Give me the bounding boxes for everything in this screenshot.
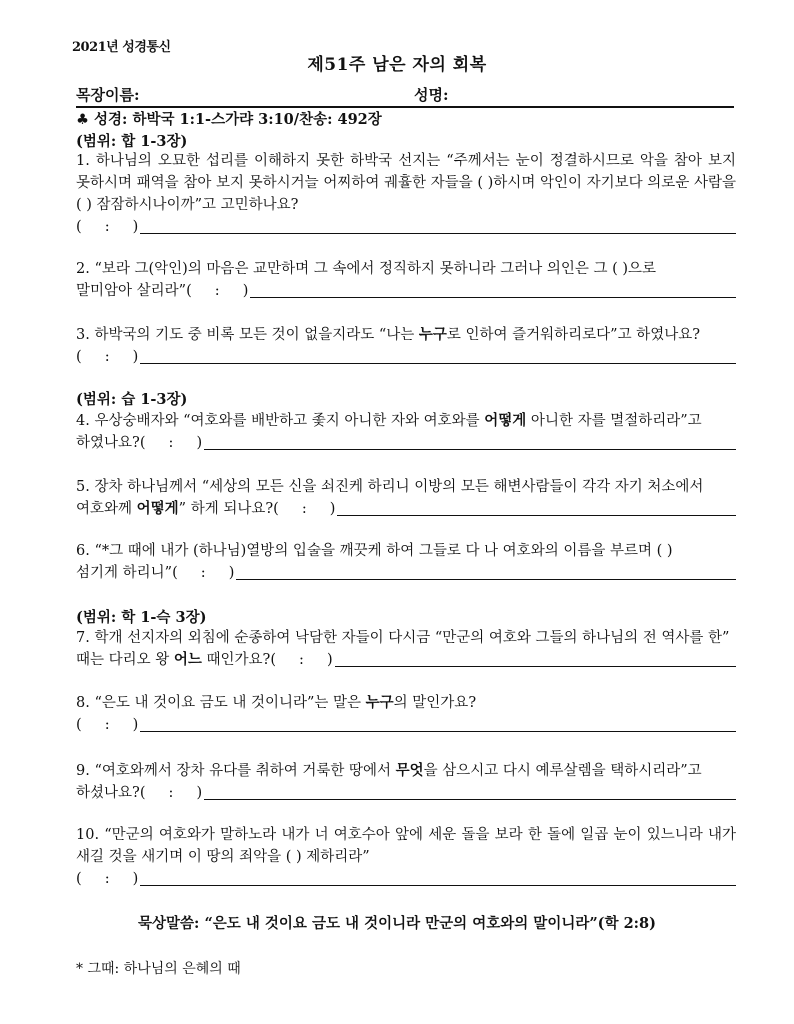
name-header-row (76, 86, 734, 108)
question-6-answer-line[interactable] (236, 578, 736, 580)
footnote: * 그때: 하나님의 은혜의 때 (76, 961, 241, 977)
question-7 (76, 627, 736, 671)
question-6-answer-row (76, 562, 736, 584)
question-3 (76, 324, 736, 368)
question-9-text: 9. “여호와께서 장차 유다를 취하여 거룩한 땅에서 무엇을 삼으시고 다시 예루살렘을 택하시리라”고 (76, 762, 702, 779)
question-2-answer-row (76, 280, 736, 302)
question-1 (76, 150, 736, 238)
question-7-answer-line[interactable] (335, 665, 736, 667)
question-3-answer-line[interactable] (140, 362, 736, 364)
question-6 (76, 540, 736, 584)
question-5-answer-line[interactable] (337, 514, 736, 516)
question-4 (76, 410, 736, 454)
question-7-keyword: 어느 (173, 651, 202, 668)
section-range-habakkuk: (범위: 합 1-3장) (76, 133, 188, 150)
question-6-reference-blank[interactable]: ( : ) (172, 565, 235, 581)
question-8-answer-line[interactable] (140, 730, 736, 732)
question-7-answer-row (76, 649, 736, 671)
question-3-keyword: 누구 (418, 326, 447, 343)
question-3-answer-row (76, 346, 736, 368)
question-5-keyword: 어떻게 (136, 500, 179, 517)
memory-verse: 묵상말씀: “은도 내 것이요 금도 내 것이니라 만군의 여호와의 말이니라”(학 2:8) (138, 915, 656, 932)
question-7-text-end: 때는 다리오 왕 어느 때인가요? (76, 651, 271, 668)
question-9 (76, 760, 736, 804)
question-9-keyword: 무엇 (395, 762, 424, 779)
question-3-text: 3. 하박국의 기도 중 비록 모든 것이 없을지라도 “나는 누구로 인하여 즐거워하리로다”고 하였나요? (76, 326, 701, 343)
newsletter-label: 2021년 성경통신 (72, 40, 171, 55)
question-9-answer-line[interactable] (204, 798, 736, 800)
question-8-answer-row (76, 714, 736, 736)
question-9-text-end: 하셨나요? (76, 785, 140, 801)
question-2 (76, 258, 736, 302)
question-2-text-end: 말미암아 살리라” (76, 283, 187, 299)
question-8-keyword: 누구 (365, 694, 394, 711)
question-8-text: 8. “은도 내 것이요 금도 내 것이니라”는 말은 누구의 말인가요? (76, 694, 477, 711)
question-10-answer-line[interactable] (140, 884, 736, 886)
question-2-answer-line[interactable] (250, 296, 736, 298)
question-9-reference-blank[interactable]: ( : ) (139, 785, 203, 801)
question-2-reference-blank[interactable]: ( : ) (186, 283, 249, 299)
pastor-group-label: 목장이름: (76, 86, 140, 104)
section-range-haggai-zechariah: (범위: 학 1-슥 3장) (76, 609, 207, 626)
question-4-text: 4. 우상숭배자와 “여호와를 배반하고 좇지 아니한 자와 여호와를 어떻게 아니한 자를 멸절하리라”고 (76, 412, 702, 429)
question-5-answer-row (76, 498, 736, 520)
question-7-text: 7. 학개 선지자의 외침에 순종하여 낙담한 자들이 다시금 “만군의 여호와 그들의 하나님의 전 역사를 한” (76, 630, 730, 646)
question-5-reference-blank[interactable]: ( : ) (273, 501, 336, 517)
question-6-text-end: 섬기게 하리니” (76, 565, 173, 581)
question-1-answer-line[interactable] (140, 232, 736, 234)
question-4-reference-blank[interactable]: ( : ) (139, 435, 203, 451)
question-6-text: 6. “*그 때에 내가 (하나님)열방의 입술을 깨끗케 하여 그들로 다 나 여호와의 이름을 부르며 ( ) (76, 543, 673, 559)
question-9-answer-row (76, 782, 736, 804)
question-1-text: 1. 하나님의 오묘한 섭리를 이해하지 못한 하박국 선지는 “주께서는 눈이 정결하시므로 악을 참아 보지 못하시며 패역을 참아 보지 못하시거늘 어찌하여 궤휼한 자들을 ( )하시며 악인이 자기보다 의로운 사람을 ( ) 잠잠하시나이까”고 고민하나요? (76, 153, 736, 213)
question-5-text: 5. 장차 하나님께서 “세상의 모든 신을 쇠진케 하리니 이방의 모든 해변사람들이 각각 자기 처소에서 (76, 479, 704, 495)
page-title: 제51주 남은 자의 회복 (307, 55, 487, 75)
question-8 (76, 692, 736, 736)
question-4-answer-line[interactable] (204, 448, 736, 450)
question-3-reference-blank[interactable]: ( : ) (76, 349, 139, 365)
question-10-reference-blank[interactable]: ( : ) (76, 871, 139, 887)
question-10-text: 10. “만군의 여호와가 말하노라 내가 너 여호수아 앞에 세운 돌을 보라 한 돌에 일곱 눈이 있느니라 내가 새길 것을 새기며 이 땅의 죄악을 ( ) 제하리라” (76, 827, 736, 865)
question-1-reference-blank[interactable]: ( : ) (76, 219, 139, 235)
question-2-text: 2. “보라 그(악인)의 마음은 교만하며 그 속에서 정직하지 못하니라 그러나 의인은 그 ( )으로 (76, 261, 657, 277)
question-5-text-end: 여호와께 어떻게” 하게 되나요? (76, 500, 274, 517)
section-range-zephaniah: (범위: 습 1-3장) (76, 391, 188, 408)
question-10-answer-row (76, 868, 736, 890)
question-4-text-end: 하였나요? (76, 435, 140, 451)
scripture-reference: ♣ 성경: 하박국 1:1-스가랴 3:10/찬송: 492장 (76, 111, 382, 128)
question-7-reference-blank[interactable]: ( : ) (270, 652, 333, 668)
name-label: 성명: (414, 86, 449, 104)
question-8-reference-blank[interactable]: ( : ) (76, 717, 139, 733)
question-4-answer-row (76, 432, 736, 454)
question-4-keyword: 어떻게 (484, 412, 527, 429)
question-1-answer-row (76, 216, 736, 238)
question-5 (76, 476, 736, 520)
question-10 (76, 824, 736, 890)
